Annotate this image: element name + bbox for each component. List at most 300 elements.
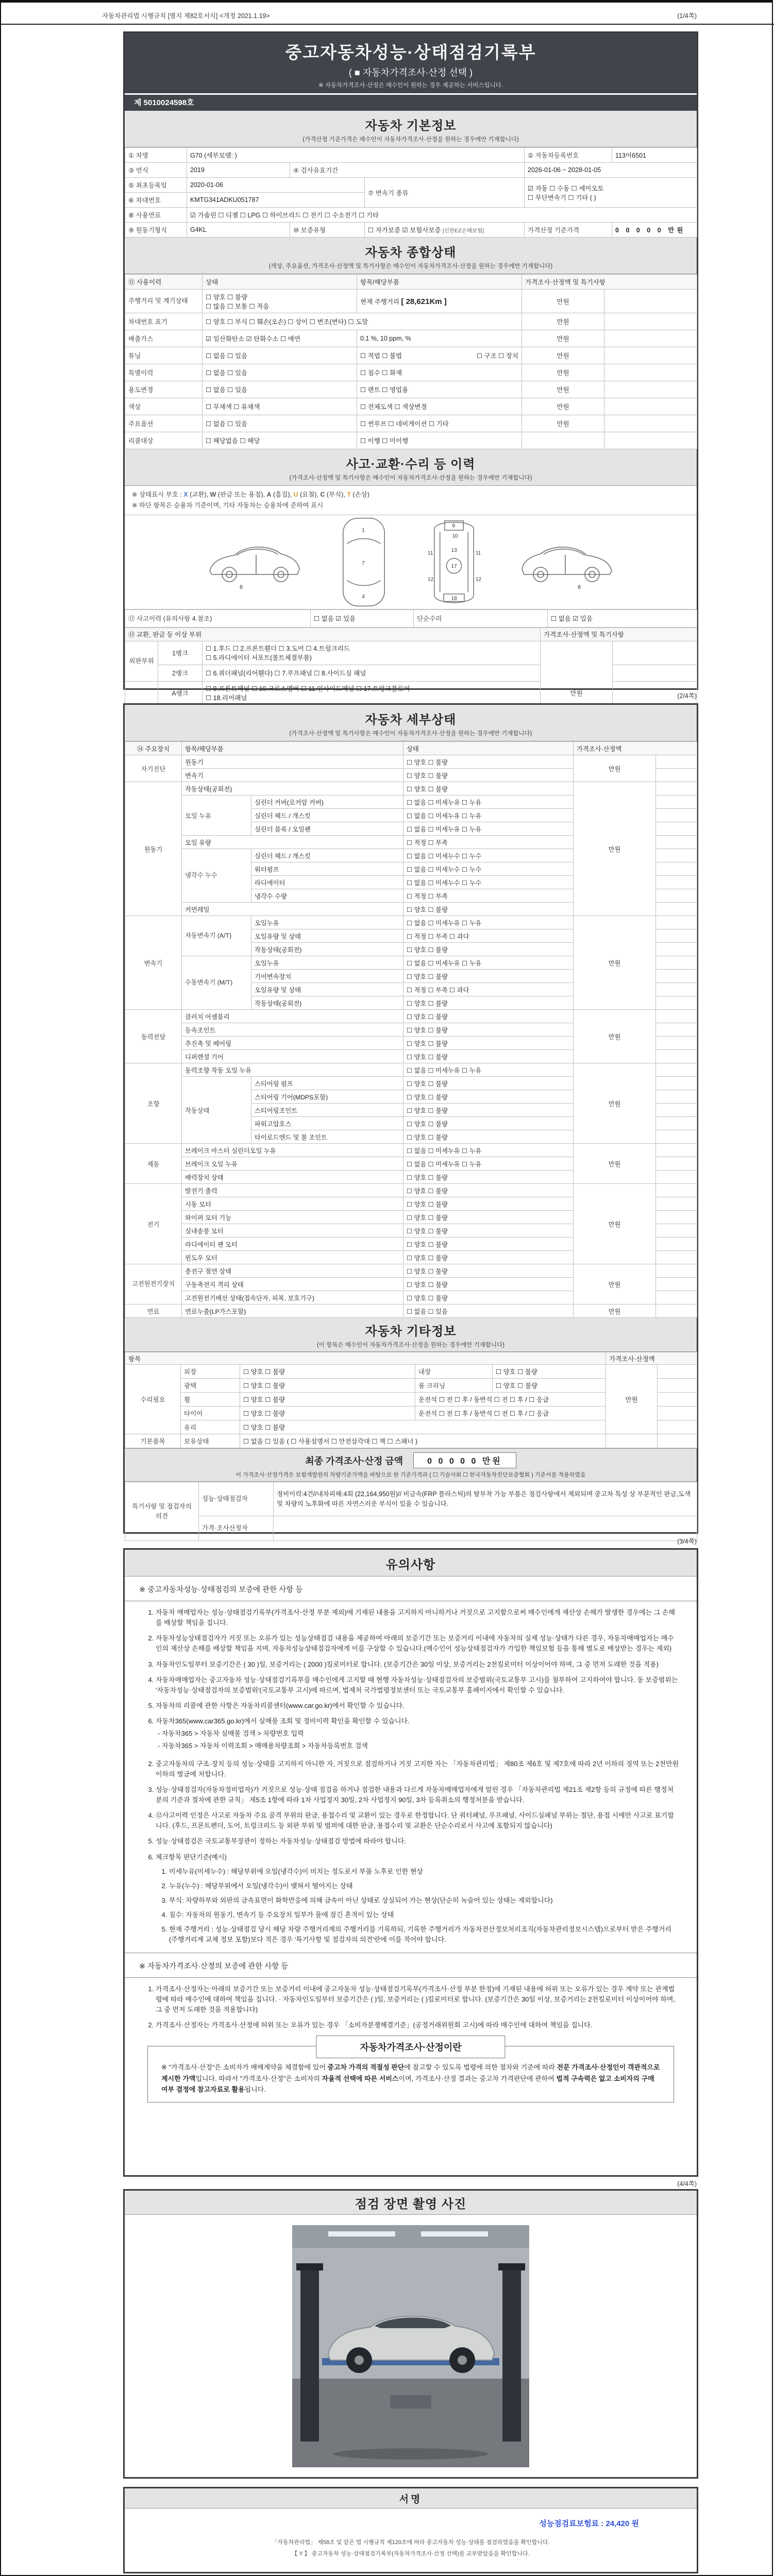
warranty-type-value [365, 223, 525, 238]
parts-header: ⑬ 교환, 판금 등 이상 부위 [125, 628, 541, 641]
options-label: 주요옵션 [125, 415, 203, 432]
state-cell: ☐ 양호 ☐ 불량 [403, 1050, 574, 1063]
detail-table [125, 741, 697, 1318]
photo-block [123, 2189, 698, 2479]
blank-cell [656, 1090, 697, 1104]
polish-label: 광택 [181, 1379, 240, 1393]
item-cell: 윈도우 모터 [182, 1251, 403, 1264]
blank-cell [613, 665, 697, 681]
state-cell: ☐ 양호 ☐ 불량 [403, 1278, 574, 1291]
rankA-items [203, 681, 541, 705]
item-cell: 브레이크 오일 누유 [182, 1157, 403, 1171]
blank-cell [656, 1211, 697, 1224]
table-row [125, 641, 697, 665]
table-row [125, 415, 697, 432]
state-cell: ☐ 양호 ☐ 불량 [403, 1251, 574, 1264]
price-unit: 만원 [522, 313, 604, 330]
item-cell: 실내송풍 모터 [182, 1224, 403, 1238]
blank-cell [522, 432, 604, 449]
final-price-note: 이 가격조사·산정가격은 보험개발원의 차량기준가액을 바탕으로 한 기준가격과 ( ☐ 기술사회 ☐ 한국자동차진단보증협회 ) 기준서를 적용하였음 [235, 1472, 586, 1478]
item-cell: 고전원전기배선 상태(접속단자, 피복, 보호기구) [182, 1291, 403, 1304]
item-cell: 오일유량 및 상태 [251, 929, 403, 943]
blank-cell [656, 836, 697, 849]
blank-cell [656, 769, 697, 782]
price-unit: 만원 [574, 916, 656, 1010]
price-header: 가격조사·산정액 [574, 742, 697, 755]
state-cell: ☐ 양호 ☐ 불량 [403, 1104, 574, 1117]
inspection-period-value: 2026-01-06 ~ 2028-01-05 [525, 163, 697, 178]
car-damage-diagrams [125, 515, 697, 609]
other-info-note: (이 항목은 매수인이 자동차가격조사·산정을 원하는 경우에만 기재합니다) [317, 1342, 504, 1348]
diagram-number: 12 [428, 576, 434, 582]
state-cell: ☐ 양호 ☐ 불량 [403, 1023, 574, 1037]
detail-title: 자동차 세부상태 [365, 713, 457, 727]
diagram-number: 7 [362, 560, 365, 566]
basic-info-table [125, 147, 697, 238]
blank-cell [658, 1393, 697, 1406]
item-cell: 실린더 블록 / 오일팬 [251, 822, 403, 836]
detail-note: (가격조사·산정액 및 특기사항은 매수인이 자동차가격조사·산정을 원하는 경우에만 기재합니다) [289, 731, 532, 737]
state-cell: ☐ 양호 ☐ 불량 [403, 1090, 574, 1104]
blank-cell [604, 347, 697, 364]
blank-cell [656, 1224, 697, 1238]
table-row [125, 1434, 697, 1448]
state-cell: ☐ 없음 ☐ 미세누유 ☐ 누유 [403, 956, 574, 970]
group-electric: 전기 [125, 1184, 182, 1264]
blank-cell [656, 1171, 697, 1184]
blank-cell [656, 1130, 697, 1144]
table-row [125, 313, 697, 330]
wheel-positions: 운전석 ☐ 전 ☐ 후 / 동반석 ☐ 전 ☐ 후 / ☐ 응급 [415, 1393, 606, 1406]
recall-state: ☐ 해당없음 ☐ 해당 [203, 432, 357, 449]
state-cell: ☐ 양호 ☐ 불량 [403, 755, 574, 769]
legend-line1: ※ 상태표시 부호 : X (교환), W (판금 또는 용접), A (흠집), U (요철), C (부식), T (손상) [132, 491, 369, 498]
table-row [125, 208, 697, 223]
blank-cell [656, 1050, 697, 1063]
report-subtitle: ( ■ 자동차가격조사·산정 선택 ) [348, 67, 473, 78]
subgroup-oil-leak: 오일 누유 [182, 795, 251, 836]
state-cell: ☐ 적정 ☐ 부족 ☐ 과다 [403, 929, 574, 943]
special-history-state: ☐ 없음 ☐ 있음 [203, 364, 357, 381]
item-cell: 연료누출(LP가스포함) [182, 1304, 403, 1318]
inspection-period-label: ④ 검사유효기간 [290, 163, 525, 178]
group-high-voltage: 고전원전기장치 [125, 1264, 182, 1304]
notice-section-b-heading: ※ 자동차가격조사·산정의 보증에 관한 사항 등 [125, 1953, 697, 1978]
blank-cell [656, 1238, 697, 1251]
criteria-item: 2. 누유(누수) : 해당부위에서 오일(냉각수)이 맺혀서 떨어지는 상태 [169, 1881, 679, 1891]
item-cell: 동력조향 작동 오일 누유 [182, 1063, 403, 1077]
state-cell: ☐ 양호 ☐ 불량 [403, 996, 574, 1010]
final-price-value: 0 0 0 0 0 만원 [413, 1452, 516, 1468]
table-row [125, 1365, 697, 1379]
price-unit: 만원 [522, 415, 604, 432]
blank-cell [656, 943, 697, 956]
emission-state: ☑ 일산화탄소 ☑ 탄화수소 ☐ 매연 [203, 330, 357, 347]
item-cell: 변속기 [182, 769, 403, 782]
blank-cell [604, 432, 697, 449]
item-cell: 브레이크 마스터 실린더오일 누유 [182, 1144, 403, 1157]
criteria-item: 4. 침수: 자동차의 원동기, 변속기 등 주요장치 일부가 물에 잠긴 흔적이 있는 상태 [169, 1910, 679, 1920]
exterior-label: 외장 [181, 1365, 240, 1379]
device-header: ⑭ 주요장치 [125, 742, 182, 755]
item-cell: 오일누유 [251, 916, 403, 929]
notice-item: 4. ⑫사고이력 인정은 사고로 자동차 주요 골격 부위의 판금, 용접수리 및 교환이 있는 경우로 한정합니다. 단 쿼터패널, 루프패널, 사이드실패널 부위는 절단, 용접 시에만 사고로 표기합니다. (후드, 프론트펜더, 도어, 트렁크리드 등 외판 부위 및 범퍼에 대한 판금, 용접수리 및 교환은 단순수리로서 사고에 포함되지 않습니다) [156, 1810, 679, 1831]
rankA-items-line2: ☐ 18.리어패널 [206, 694, 247, 702]
item-cell: 시동 모터 [182, 1197, 403, 1211]
price-unit: 만원 [574, 1304, 656, 1318]
blank-cell [658, 1420, 697, 1434]
color-state: ☐ 무채색 ☐ 유채색 [203, 398, 357, 415]
vin-value: KMTG341ADKU051787 [187, 193, 365, 208]
overall-title: 자동차 종합상태 [365, 246, 457, 260]
item-header: 항목/해당부품 [357, 275, 522, 290]
vin-mark-state: ☐ 양호 ☐ 부식 ☐ 훼손(오손) ☐ 상이 ☐ 변조(변타) ☐ 도말 [203, 313, 522, 330]
price-unit: 만원 [574, 755, 656, 782]
simple-repair-label: 단순수리 [414, 609, 548, 627]
item-header: 항목/해당부품 [182, 742, 403, 755]
price-unit: 만원 [522, 381, 604, 398]
table-header-row [125, 1352, 697, 1365]
possession-state: ☐ 없음 ☐ 있음 ( ☐ 사용설명서 ☐ 안전삼각대 ☐ 잭 ☐ 스패너 ) [240, 1434, 606, 1448]
blank-cell [656, 983, 697, 996]
state-cell: ☐ 양호 ☐ 불량 [403, 970, 574, 983]
engine-type-label: ⑨ 원동기형식 [125, 223, 187, 238]
blank-cell [656, 916, 697, 929]
wheel-label: 휠 [181, 1393, 240, 1406]
blank-cell [604, 313, 697, 330]
overall-note: (색상, 주요옵션, 가격조사·산정액 및 특기사항은 매수인이 자동차가격조사·산정을 원하는 경우에만 기재합니다) [268, 263, 553, 269]
item-cell: 스티어링조인트 [251, 1104, 403, 1117]
table-row [125, 755, 697, 769]
code-a: A [266, 491, 272, 498]
basic-info-band [125, 111, 697, 147]
rank1-label: 1랭크 [158, 641, 203, 665]
blank-cell [656, 1197, 697, 1211]
signature-body [125, 2518, 697, 2576]
blank-cell [656, 970, 697, 983]
fuel-label: ⑧ 사용연료 [125, 208, 187, 223]
notice-subitem: - 자동차365 > 자동차 실매물 검색 > 차량번호 입력 [158, 1730, 304, 1738]
blank-cell [656, 1117, 697, 1130]
current-mileage-value: [ 28,621Km ] [401, 297, 447, 306]
transmission-options-line1: ☑ 자동 ☐ 수동 ☐ 세미오토 [528, 184, 604, 192]
page-mark-1: (1/4쪽) [677, 12, 697, 20]
mileage-state-line2: ☐ 많음 ☐ 보통 ☐ 적음 [206, 302, 270, 310]
table-header-row [125, 275, 697, 290]
blank-cell [656, 1077, 697, 1090]
accident-title: 사고·교환·수리 등 이력 [346, 457, 476, 471]
table-row [125, 398, 697, 415]
blank-cell [656, 1278, 697, 1291]
interior-label: 내장 [415, 1365, 493, 1379]
tuning-state: ☐ 없음 ☐ 있음 [203, 347, 357, 364]
opinion-label: 특기사항 및 점검자의 의견 [125, 1482, 199, 1541]
state-cell: ☐ 없음 ☐ 미세누유 ☐ 누유 [403, 1157, 574, 1171]
blank-cell [656, 956, 697, 970]
special-history-label: 특별이력 [125, 364, 203, 381]
table-row [125, 916, 697, 929]
notice-item: 2. 중고자동차의 구조·장치 등의 성능·상태를 고지하지 아니한 자, 거짓으로 점검하거나 거짓 고지한 자는 「자동차관리법」 제80조 제6호 및 제7호에 따라 2년 이하의 징역 또는 2천만원 이하의 벌금에 처합니다. [156, 1759, 679, 1780]
accident-history-label: ⑫ 사고이력 (유의사항 4.참조) [125, 609, 311, 627]
code-u: U [293, 491, 298, 498]
price-unit: 만원 [522, 347, 604, 364]
table-row [125, 347, 697, 364]
item-cell: 작동상태(공회전) [182, 782, 403, 795]
vin-label: ⑥ 차대번호 [125, 193, 187, 208]
table-row [125, 1516, 697, 1541]
blank-cell [656, 1264, 697, 1278]
item-header: 항목 [125, 1352, 606, 1365]
blank-cell [613, 641, 697, 665]
state-cell: ☐ 양호 ☐ 불량 [403, 1037, 574, 1050]
car-side-right-diagram [516, 531, 619, 593]
price-header: 가격조사·산정액 및 특기사항 [522, 275, 697, 290]
tuning-label: 튜닝 [125, 347, 203, 364]
definition-box-title: 자동차가격조사·산정이란 [316, 2036, 505, 2058]
glass-state: ☐ 양호 ☐ 불량 [240, 1420, 606, 1434]
transmission-value [525, 178, 697, 208]
mileage-state [203, 290, 357, 313]
table-row [125, 290, 697, 313]
wheel-state: ☐ 양호 ☐ 불량 [240, 1393, 415, 1406]
item-cell: 충전구 절연 상태 [182, 1264, 403, 1278]
report-title: 중고자동차성능·상태점검기록부 [285, 43, 536, 62]
notice-item: 2. 가격조사·산정자는 가격조사·산정에 허위 또는 오류가 있는 경우 「소비자분쟁해결기준」(공정거래위원회 고시)에 따라 매수인에 대하여 책임을 집니다. [156, 2020, 679, 2030]
state-header: 상태 [203, 275, 357, 290]
blank-cell [656, 862, 697, 876]
notice-list-c [142, 1984, 679, 2031]
price-unit: 만원 [574, 1010, 656, 1063]
blank-cell [656, 1251, 697, 1264]
subgroup-operation: 작동상태 [182, 1077, 251, 1144]
state-cell: ☐ 양호 ☐ 불량 [403, 1010, 574, 1023]
tuning-kind-options: ☐ 구조 ☐ 장치 [476, 352, 518, 360]
blank-cell [656, 755, 697, 769]
blank-cell [656, 1023, 697, 1037]
state-code-legend [125, 486, 697, 515]
signature-band [125, 2488, 697, 2509]
inspector-opinion-text: 정비이력:4건//내차피해:4회 (22,164,950원)// 비금속(FRP 플라스틱)의 탈부착 가능 부품은 점검사항에서 제외되며 중고차 특성 상 부분적인 판금,도색 및 차량의 노후화에 따른 자연스러운 부식이 있을 수 있습니다. [274, 1482, 697, 1516]
diagram-number: 6 [578, 584, 581, 590]
page-mark-3: (3/4쪽) [677, 1538, 697, 1545]
state-cell: ☐ 양호 ☐ 불량 [403, 769, 574, 782]
state-cell: ☐ 없음 ☐ 미세누유 ☐ 누유 [403, 795, 574, 809]
subgroup-coolant-leak: 냉각수 누수 [182, 849, 251, 903]
notice-band [125, 1550, 697, 1577]
color-item: ☐ 전체도색 ☐ 색상변경 [357, 398, 522, 415]
outer-panel-category: 외판부위 [125, 641, 158, 681]
tire-positions: 운전석 ☐ 전 ☐ 후 / 동반석 ☐ 전 ☐ 후 / ☐ 응급 [415, 1406, 606, 1420]
base-price-value: 0 0 0 0 0 만원 [612, 223, 697, 238]
item-cell: 커먼레일 [182, 903, 403, 916]
item-cell: 원동기 [182, 755, 403, 769]
blank-cell [656, 1304, 697, 1318]
exterior-state: ☐ 양호 ☐ 불량 [240, 1365, 415, 1379]
blank-cell [604, 415, 697, 432]
state-cell: ☐ 양호 ☐ 불량 [403, 1238, 574, 1251]
signature-block [123, 2487, 698, 2573]
final-price-label: 최종 가격조사·산정 금액 [305, 1455, 403, 1466]
repair-needed-category: 수리필요 [125, 1365, 181, 1434]
state-cell: ☐ 없음 ☐ 미세누수 ☐ 누수 [403, 862, 574, 876]
diagram-number: 13 [451, 547, 457, 553]
price-unit: 만원 [574, 1264, 656, 1304]
other-info-table [125, 1352, 697, 1448]
item-cell: 라디에이터 [251, 876, 403, 889]
recall-item: ☐ 이행 ☐ 미이행 [357, 432, 522, 449]
mileage-item [357, 290, 522, 313]
page2-block [123, 703, 698, 1534]
diagram-number: 4 [362, 593, 365, 600]
group-steering: 조향 [125, 1063, 182, 1144]
state-cell: ☐ 양호 ☐ 불량 [403, 1264, 574, 1278]
current-mileage-label: 현재 주행거리 [360, 298, 399, 306]
page-mark-2: (2/4쪽) [677, 692, 697, 700]
blank-cell [656, 822, 697, 836]
blank-cell [658, 1379, 697, 1393]
diagram-number: 18 [451, 596, 457, 602]
usage-change-label: 용도변경 [125, 381, 203, 398]
state-cell: ☐ 양호 ☐ 불량 [403, 1117, 574, 1130]
signature-title: 서명 [399, 2494, 423, 2505]
state-cell: ☐ 적정 ☐ 부족 [403, 889, 574, 903]
blank-cell [658, 1406, 697, 1420]
code-x: X [183, 491, 188, 498]
document-number: 제 5010024598호 [125, 93, 697, 111]
blank-cell [656, 1144, 697, 1157]
criteria-item: 3. 부식: 차량하부와 외판의 금속표면이 화학반응에 의해 금속이 아닌 상태로 상실되어 가는 현상(단순히 녹슬어 있는 상태는 제외합니다) [169, 1895, 679, 1906]
reg-number-label: ② 자동차등록번호 [525, 148, 612, 163]
blank-cell [604, 330, 697, 347]
notice-title: 유의사항 [385, 1558, 436, 1572]
other-info-band [125, 1318, 697, 1352]
code-t: T [347, 491, 351, 498]
item-cell: 스티어링 펌프 [251, 1077, 403, 1090]
accident-band [125, 449, 697, 486]
blank-cell [656, 1157, 697, 1171]
state-cell: ☐ 양호 ☐ 불량 [403, 1291, 574, 1304]
blank-cell [604, 364, 697, 381]
appraiser-opinion-text [274, 1516, 697, 1541]
blank-cell [656, 849, 697, 862]
state-cell: ☐ 양호 ☐ 불량 [403, 1197, 574, 1211]
page-mark-4: (4/4쪽) [677, 2180, 697, 2188]
item-cell: 실린더 헤드 / 개스킷 [251, 849, 403, 862]
notice-section-a-heading: ※ 중고자동차성능·상태점검의 보증에 관한 사항 등 [125, 1577, 697, 1601]
final-price-band [125, 1448, 697, 1482]
form-rule-reference: 자동차관리법 시행규칙 [별지 제82호서식] <개정 2021.1.19> [102, 12, 270, 20]
item-cell: 실린더 헤드 / 개스킷 [251, 809, 403, 822]
notice-item: 5. 자동차의 리콜에 관한 사항은 자동차리콜센터(www.car.go.kr)에서 확인할 수 있습니다. [156, 1701, 679, 1711]
emission-values: 0.1 %, 10 ppm, % [357, 330, 522, 347]
code-c: C [320, 491, 325, 498]
other-info-title: 자동차 기타정보 [365, 1325, 457, 1338]
blank-cell [656, 1291, 697, 1304]
car-name-label: ① 차명 [125, 148, 187, 163]
detail-band [125, 705, 697, 741]
special-history-item: ☐ 침수 ☐ 화재 [357, 364, 522, 381]
inspection-photo [292, 2225, 529, 2467]
rank2-items: ☐ 6.쿼더패널(리어휀다) ☐ 7.루프패널 ☐ 8.사이드실 패널 [203, 665, 541, 681]
blank-cell [656, 889, 697, 903]
price-unit: 만원 [522, 364, 604, 381]
item-cell: 파워고압호스 [251, 1117, 403, 1130]
room-cleaning-label: 룸 크리닝 [415, 1379, 493, 1393]
accident-note: (가격조사·산정액 및 특기사항은 매수인이 자동차가격조사·산정을 원하는 경우에만 기재합니다) [289, 475, 532, 481]
table-row [125, 432, 697, 449]
item-cell: 타이로드엔드 및 볼 조인트 [251, 1130, 403, 1144]
state-cell: ☐ 양호 ☐ 불량 [403, 943, 574, 956]
blank-cell [656, 809, 697, 822]
state-cell: ☐ 없음 ☐ 미세누유 ☐ 누유 [403, 1144, 574, 1157]
notice-list-a [142, 1607, 679, 1752]
state-cell: ☐ 양호 ☐ 불량 [403, 1224, 574, 1238]
mileage-label: 주행거리 및 계기상태 [125, 290, 203, 313]
item-cell: 클러치 어셈블리 [182, 1010, 403, 1023]
simple-repair-state: ☐ 없음 ☑ 있음 [548, 609, 697, 627]
rank2-label: 2랭크 [158, 665, 203, 681]
state-cell: ☐ 없음 ☐ 미세누유 ☐ 누유 [403, 1063, 574, 1077]
tuning-item [357, 347, 522, 364]
state-cell: ☐ 없음 ☐ 미세누수 ☐ 누수 [403, 876, 574, 889]
usage-change-state: ☐ 없음 ☐ 있음 [203, 381, 357, 398]
state-cell: ☐ 양호 ☐ 불량 [403, 1077, 574, 1090]
blank-cell [604, 290, 697, 313]
rank1-items-line1: ☐ 1.후드 ☐ 2.프론트휀더 ☐ 3.도어 ☐ 4.트렁크리드 [206, 645, 350, 652]
options-item: ☐ 썬루프 ☐ 네비게이션 ☐ 기타 [357, 415, 522, 432]
notice-item: 6. 체크항목 판단기준(예시) 1. 미세누유(미세누수) : 해당부위에 오일(냉각수)이 비치는 정도로서 부품 노후로 인한 현상 2. 누유(누수) : 해당부위에서 오일(냉각수)이 맺혀서 떨어지는 상태 3. 부식: 차량하부와 외판의 금속표면이 화학반응에 의해 금속이 아닌 상태로 상실되어 가는 현상(단순히 녹슬어 있는 상태는 제외합니다) 4. 침수: 자동차의 원동기, 변속기 등 주요장치 일부가 물에 잠긴 흔적이 있는 상태 5. 현재 주행거리 : 성능·상태점검 당시 해당 차량 주행거리계의 주행거리를 기록하되, 기록한 주행거리가 자동차전산정보처리조직(자동차관리정보시스템)으로부터 받은 주행거리(주행거리계 교체 정보 포함)보다 적은 경우 '특기사항 및 점검자의 의견'란에 이를 적어야 합니다. [156, 1852, 679, 1945]
state-cell: ☐ 양호 ☐ 불량 [403, 903, 574, 916]
price-unit: 만원 [522, 330, 604, 347]
car-name-value: G70 (세부모델: ) [187, 148, 525, 163]
first-reg-value: 2020-01-06 [187, 178, 365, 193]
state-header: 상태 [403, 742, 574, 755]
price-unit: 만원 [522, 290, 604, 313]
table-row [125, 1184, 697, 1197]
group-self-diagnosis: 자기진단 [125, 755, 182, 782]
parts-price-header: 가격조사·산정액 및 특기사항 [541, 628, 697, 641]
table-header-row [125, 742, 697, 755]
interior-state: ☐ 양호 ☐ 불량 [493, 1365, 606, 1379]
table-row [125, 148, 697, 163]
diagram-number: 17 [451, 563, 457, 569]
transmission-label: ⑦ 변속기 종류 [365, 178, 525, 208]
rank1-items [203, 641, 541, 665]
table-row [125, 782, 697, 795]
blank-cell [658, 1434, 697, 1448]
inspector-opinion-table [125, 1482, 697, 1541]
notice-list-b [142, 1759, 679, 1945]
price-unit: 만원 [574, 1184, 656, 1264]
item-cell: 스티어링 기어(MDPS포함) [251, 1090, 403, 1104]
table-row [125, 1063, 697, 1077]
diagram-number: 12 [475, 576, 481, 582]
emission-label: 배출가스 [125, 330, 203, 347]
top-divider [1, 24, 774, 25]
state-cell: ☐ 양호 ☐ 불량 [403, 1130, 574, 1144]
blank-cell [656, 782, 697, 795]
report-header [125, 33, 697, 93]
item-cell: 라디에이터 팬 모터 [182, 1238, 403, 1251]
table-row [125, 364, 697, 381]
basic-items-category: 기본품목 [125, 1434, 181, 1448]
appraiser-label: 가격·조사산정자 [199, 1516, 274, 1541]
group-powertrain: 동력전달 [125, 1010, 182, 1063]
table-row [125, 330, 697, 347]
price-unit: 만원 [574, 782, 656, 916]
table-row [125, 1264, 697, 1278]
item-cell: 와이퍼 모터 기능 [182, 1211, 403, 1224]
